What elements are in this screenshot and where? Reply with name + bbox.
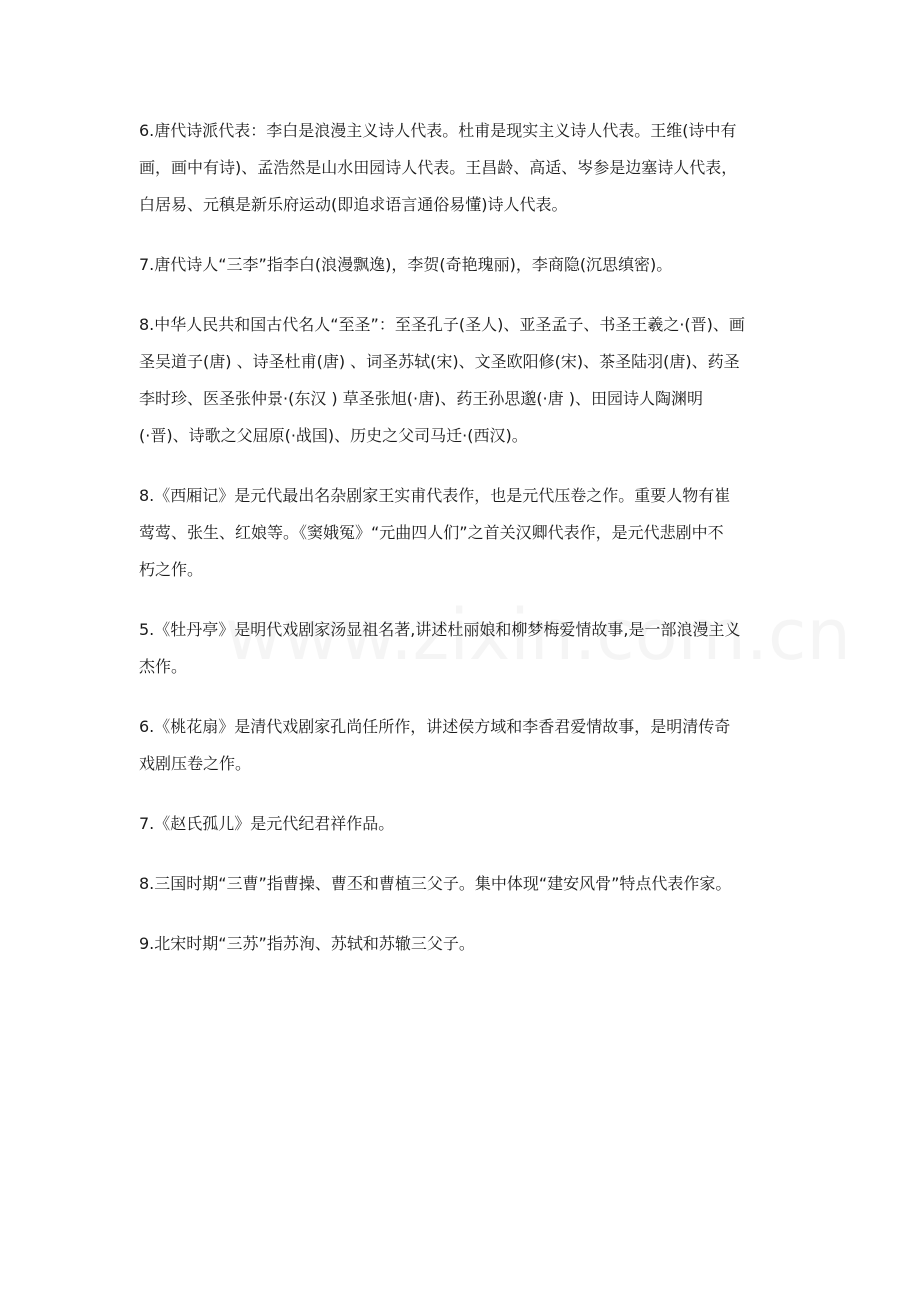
paragraph-three-su bbox=[139, 925, 789, 962]
text-line: 8.中华人民共和国古代名人“至圣”：至圣孔子(圣人)、亚圣孟子、书圣王羲之·(晋)、画 bbox=[139, 315, 745, 334]
text-line: 戏剧压卷之作。 bbox=[139, 754, 252, 773]
text-line: 圣吴道子(唐) 、诗圣杜甫(唐) 、词圣苏轼(宋)、文圣欧阳修(宋)、茶圣陆羽(唐)、药圣 bbox=[139, 352, 740, 371]
text-line: 白居易、元稹是新乐府运动(即追求语言通俗易懂)诗人代表。 bbox=[139, 195, 568, 214]
text-line: 7.唐代诗人“三李”指李白(浪漫飘逸)，李贺(奇艳瑰丽)，李商隐(沉思缜密)。 bbox=[139, 255, 673, 274]
text-line: 8.《西厢记》是元代最出名杂剧家王实甫代表作，也是元代压卷之作。重要人物有崔 bbox=[139, 486, 731, 505]
paragraph-mudan-ting bbox=[139, 611, 789, 685]
text-line: 6.唐代诗派代表：李白是浪漫主义诗人代表。杜甫是现实主义诗人代表。王维(诗中有 bbox=[139, 121, 737, 140]
text-line: 6.《桃花扇》是清代戏剧家孔尚任所作，讲述侯方域和李香君爱情故事，是明清传奇 bbox=[139, 717, 731, 736]
text-line: 7.《赵氏孤儿》是元代纪君祥作品。 bbox=[139, 814, 395, 833]
text-line: 8.三国时期“三曹”指曹操、曹丕和曹植三父子。集中体现“建安风骨”特点代表作家。 bbox=[139, 874, 732, 893]
paragraph-three-li bbox=[139, 246, 789, 283]
document-body bbox=[139, 112, 789, 962]
text-line: 画，画中有诗)、孟浩然是山水田园诗人代表。王昌龄、高适、岑参是边塞诗人代表， bbox=[139, 158, 738, 177]
text-line: 李时珍、医圣张仲景·(东汉 ) 草圣张旭(·唐)、药王孙思邈(·唐 )、田园诗人陶渊明 bbox=[139, 389, 703, 408]
paragraph-tang-poetry-schools bbox=[139, 112, 789, 223]
text-line: 朽之作。 bbox=[139, 560, 204, 579]
text-line: 5.《牡丹亭》是明代戏剧家汤显祖名著,讲述杜丽娘和柳梦梅爱情故事,是一部浪漫主义 bbox=[139, 620, 741, 639]
paragraph-three-cao bbox=[139, 865, 789, 902]
text-line: 杰作。 bbox=[139, 657, 188, 676]
paragraph-taohua-shan bbox=[139, 708, 789, 782]
text-line: 9.北宋时期“三苏”指苏洵、苏轼和苏辙三父子。 bbox=[139, 934, 475, 953]
paragraph-xixiang-ji bbox=[139, 477, 789, 588]
text-line: 莺莺、张生、红娘等。《窦娥冤》“元曲四人们”之首关汉卿代表作，是元代悲剧中不 bbox=[139, 523, 724, 542]
paragraph-ancient-sages bbox=[139, 306, 789, 454]
text-line: (·晋)、诗歌之父屈原(·战国)、历史之父司马迁·(西汉)。 bbox=[139, 426, 528, 445]
paragraph-zhaoshi-guer bbox=[139, 805, 789, 842]
